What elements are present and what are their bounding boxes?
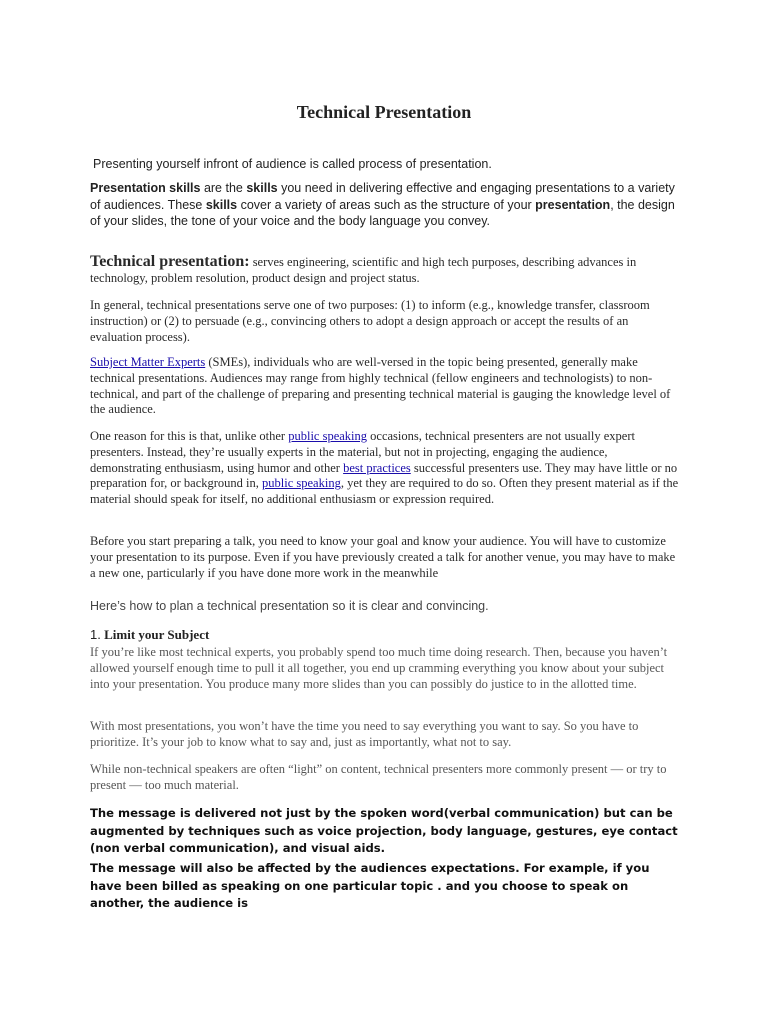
- sme-paragraph: [90, 355, 680, 418]
- skills-bold-4: presentation: [535, 197, 611, 212]
- skills-text-1: are the: [200, 181, 247, 195]
- plan-line: Here’s how to plan a technical presentation so it is clear and convincing.: [90, 599, 489, 613]
- limit-paragraph-1: If you’re like most technical experts, you probably spend too much time doing research. Then, because you haven’t allowed yourself enough time to pull it all together, you end up cramming everything you know about your subject into your presentation. You produce many more slides than you can possibly do justice to in the allotted time.: [90, 645, 668, 691]
- before-paragraph: Before you start preparing a talk, you need to know your goal and know your audience. You will have to customize your presentation to its purpose. Even if you have previously created a talk for another venue, you may have to make a new one, particularly if you have done more work in the meanwhile: [90, 534, 676, 580]
- message-paragraph: The message is delivered not just by the spoken word(verbal communication) but can be augmented by techniques such as voice projection, body language, gestures, eye contact (non verbal communication), and visual aids.: [90, 806, 678, 855]
- skills-bold-3: skills: [205, 197, 238, 212]
- skills-bold-1: Presentation skills: [90, 181, 201, 195]
- technical-presentation-paragraph: [90, 254, 680, 287]
- technical-presentation-lead: Technical presentation:: [90, 253, 250, 270]
- public-speaking-link-1[interactable]: public speaking: [288, 429, 368, 443]
- skills-paragraph: [90, 180, 680, 230]
- best-practices-link[interactable]: best practices: [343, 460, 411, 475]
- sme-text: (SMEs), individuals who are well-versed in the topic being presented, generally make technical presentations. Audiences may range from highly technical (fellow engineers and technologists) to non-technical, and part of the challenge of preparing and presenting technical material is gauging the knowledge level of the audience.: [90, 355, 671, 417]
- technical-presentation-text: serves engineering, scientific and high tech purposes, describing advances in technology, problem resolution, product design and project status.: [90, 255, 637, 285]
- subject-matter-experts-link[interactable]: Subject Matter Experts: [90, 355, 206, 369]
- purpose-paragraph: In general, technical presentations serve one of two purposes: (1) to inform (e.g., knowledge transfer, classroom instruction) or (2) to persuade (e.g., convincing others to adopt a design approach or accept the results of an evaluation process).: [90, 298, 650, 344]
- skills-text-4: , the design of your slides, the tone of your voice and the body language you convey.: [90, 197, 675, 228]
- limit-subject-heading: [90, 627, 680, 643]
- reason-paragraph: [90, 429, 680, 508]
- limit-paragraph-2: With most presentations, you won’t have the time you need to say everything you want to say. So you have to prioritize. It’s your job to know what to say and, just as importantly, what not to say.: [90, 719, 639, 749]
- skills-text-3: cover a variety of areas such as the structure of your: [237, 197, 536, 212]
- intro-text: Presenting yourself infront of audience is called process of presentation.: [93, 157, 492, 171]
- limit-paragraph-3: While non-technical speakers are often “light” on content, technical presenters more commonly present — or try to present — too much material.: [90, 762, 667, 792]
- intro-paragraph: [90, 156, 680, 173]
- expectations-paragraph: The message will also be affected by the audiences expectations. For example, if you have been billed as speaking on one particular topic . and you choose to speak on another, the audience is: [90, 861, 650, 910]
- skills-text-2: you need in delivering effective and engaging presentations to a variety of audiences. These: [90, 181, 675, 212]
- reason-text-2: occasions, technical presenters are not usually expert presenters. Instead, they’re usually experts in the material, but not in projecting, engaging the audience, demonstrating enthusiasm, using humor and other: [90, 429, 635, 475]
- reason-text-3: successful presenters use. They may have little or no preparation for, or background in,: [90, 460, 678, 491]
- reason-text-4: , yet they are required to do so. Often they present material as if the material should speak for itself, no additional enthusiasm or expression required.: [90, 476, 679, 507]
- skills-bold-2: skills: [246, 181, 278, 195]
- document-title: Technical Presentation: [296, 102, 472, 122]
- limit-number: 1.: [90, 627, 101, 642]
- limit-heading-text: Limit your Subject: [100, 627, 210, 642]
- reason-text-1: One reason for this is that, unlike other: [90, 429, 289, 443]
- public-speaking-link-2[interactable]: public speaking: [262, 476, 341, 491]
